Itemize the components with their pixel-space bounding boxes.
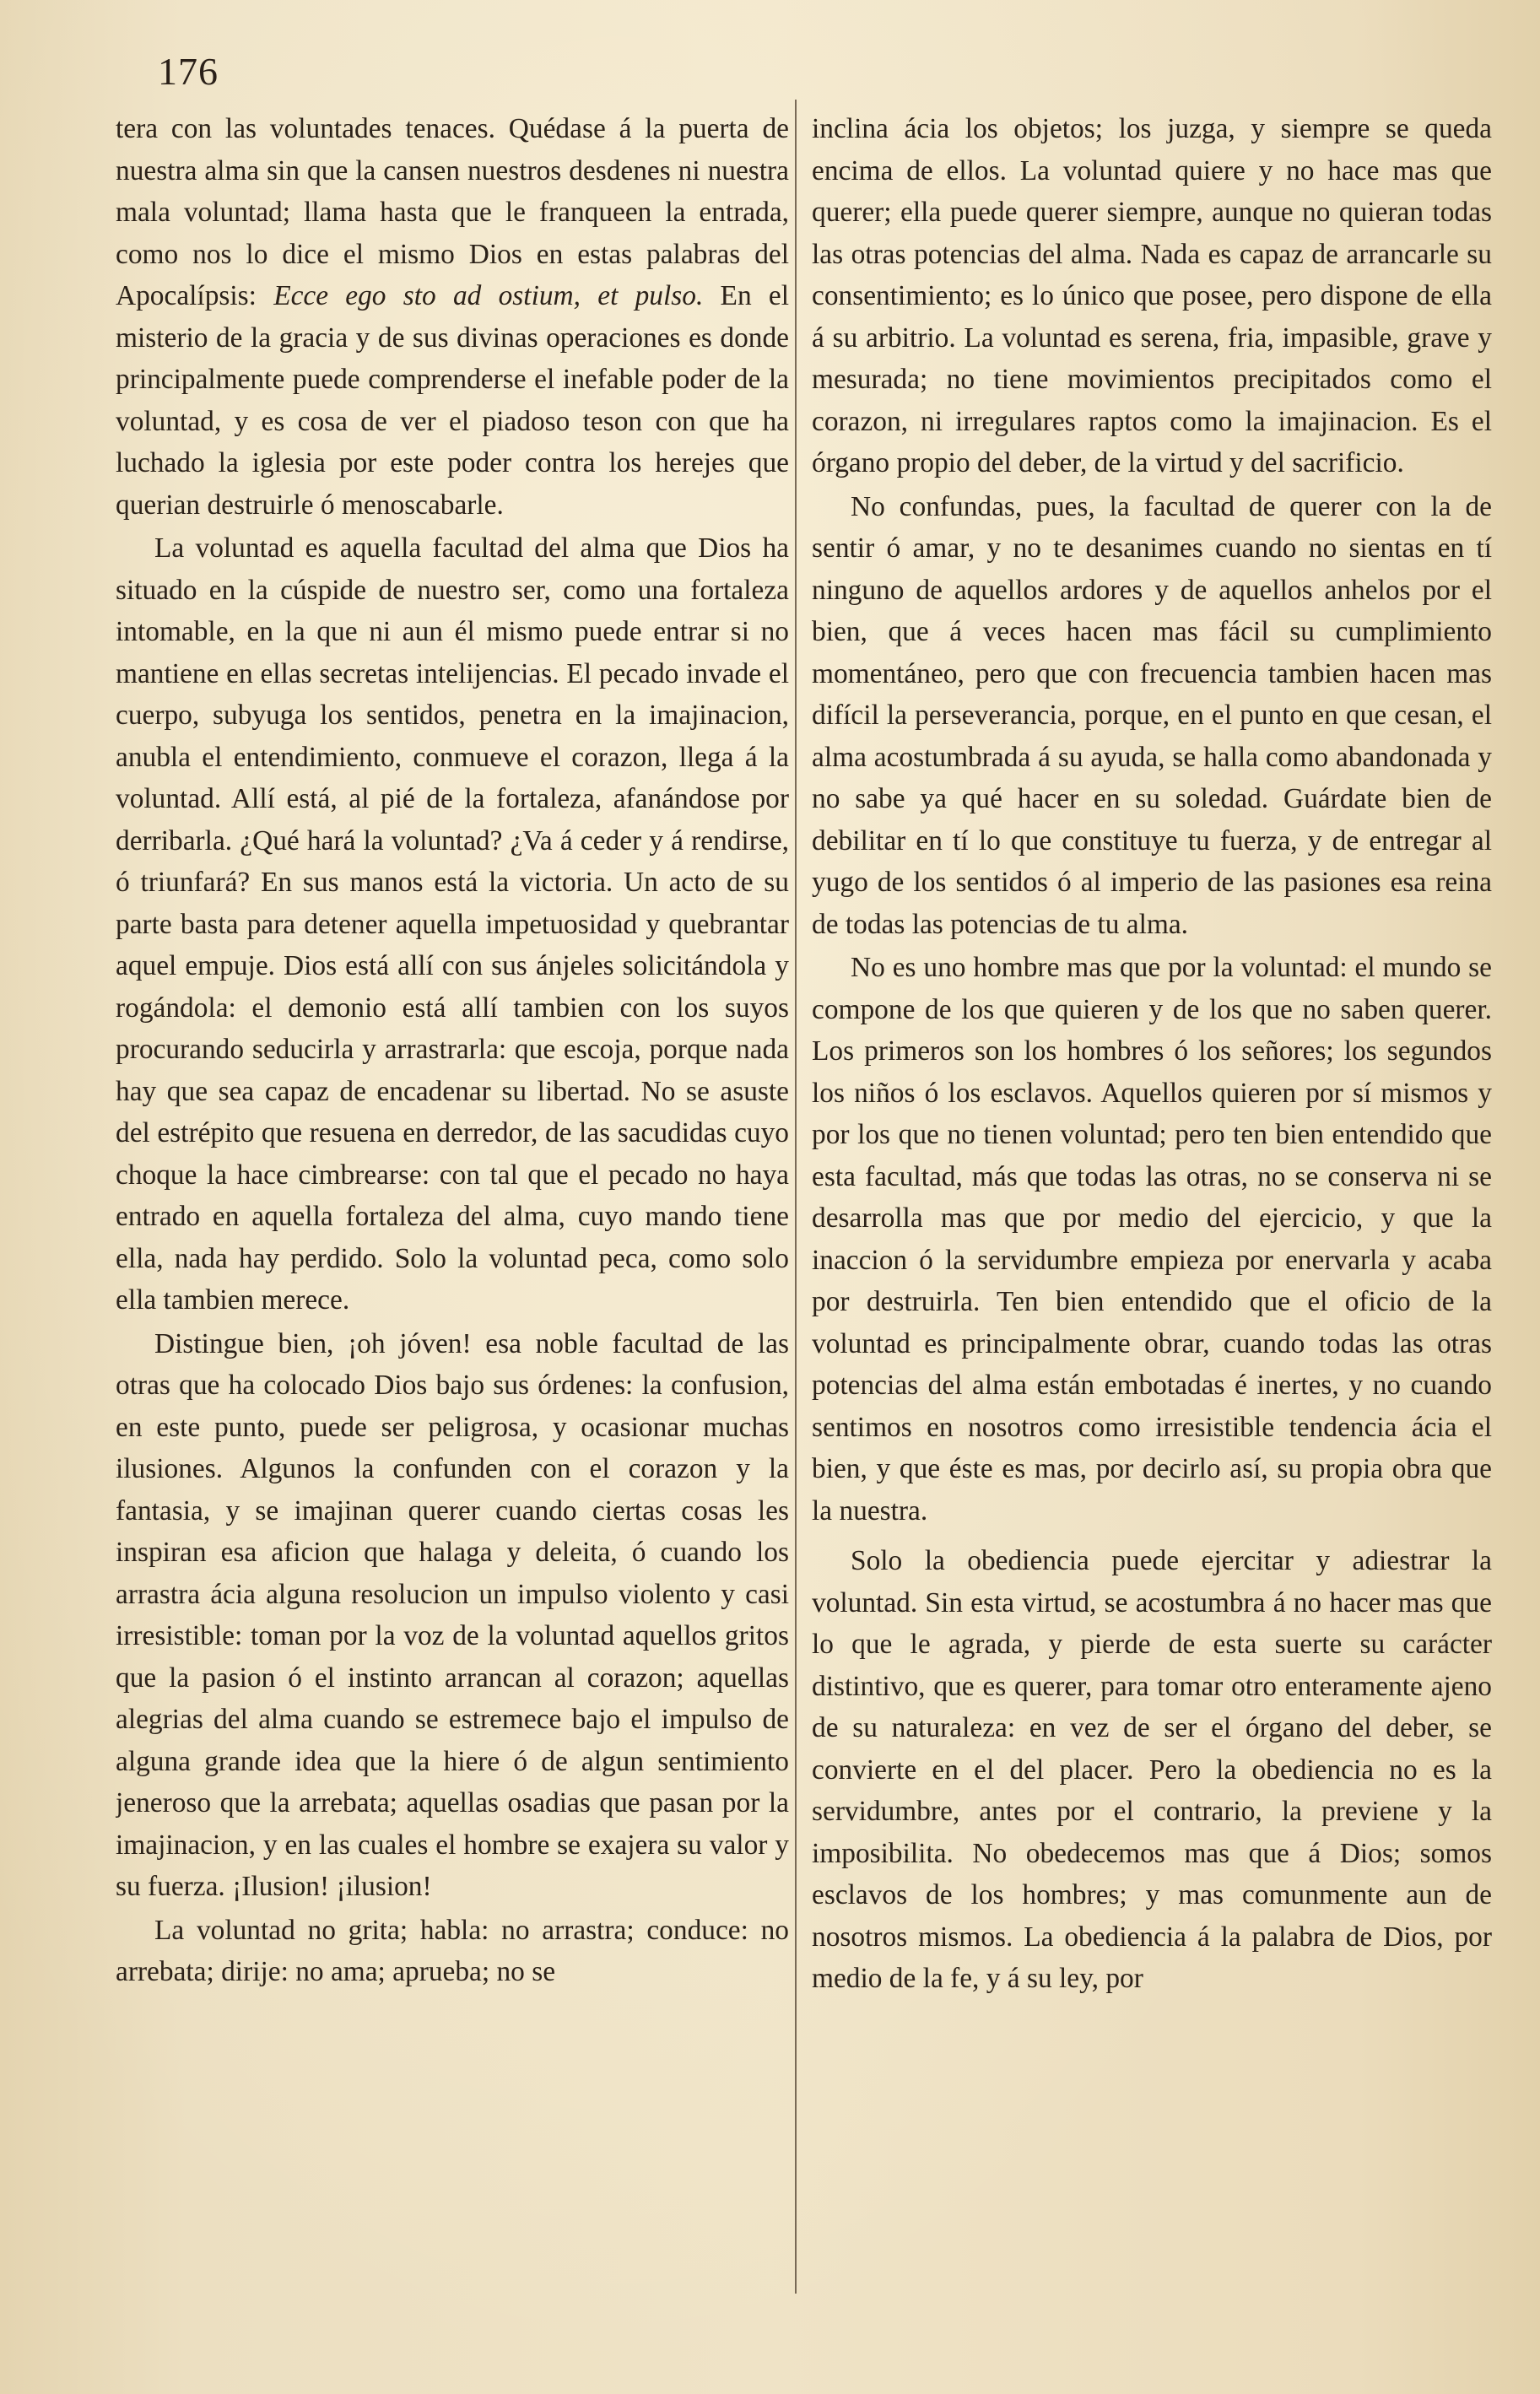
left-paragraph-3: Distingue bien, ¡oh jóven! esa noble facultad de las otras que ha colocado Dios bajo sus órdenes: la confusion, en este punto, puede ser peligrosa, y ocasionar muchas ilusiones. Algunos la confunden con el corazon y la fantasia, y se imajinan querer cuando ciertas cosas les inspiran esa aficion que halaga y deleita, ó cuando los arrastra ácia alguna resolucion un impulso violento y casi irresistible: toman por la voz de la voluntad aquellos gritos que la pasion ó el instinto arrancan al corazon; aquellas alegrias del alma cuando se estremece bajo el impulso de alguna grande idea que la hiere ó de algun sentimiento jeneroso que la arrebata; aquellas osadias que pasan por la imajinacion, y en las cuales el hombre se exajera su valor y su fuerza. ¡Ilusion! ¡ilusion! (116, 1327, 789, 1902)
right-paragraph-3: No es uno hombre mas que por la voluntad: el mundo se compone de los que quieren y de los que no saben querer. Los primeros son los hombres ó los señores; los segundos los niños ó los esclavos. Aquellos quieren por sí mismos y por los que no tienen voluntad; pero ten bien entendido que esta facultad, más que todas las otras, no se conserva ni se desarrolla mas que por medio del ejercicio, y que la inaccion ó la servidumbre empieza por enervarla y acaba por destruirla. Ten bien entendido que el oficio de la voluntad es principalmente obrar, cuando todas las otras potencias del alma están embotadas é inertes, y no cuando sentimos en nosotros como irresistible tendencia ácia el bien, y que éste es mas, por decirlo así, su propia obra que la nuestra. (812, 952, 1492, 1527)
right-column (812, 108, 1492, 2310)
latin-quote: Ecce ego sto ad ostium, et pulso. (273, 280, 704, 311)
page-number: 176 (158, 50, 219, 93)
left-paragraph-1-text-b: En el misterio de la gracia y de sus divinas operaciones es donde principalmente puede comprenderse el inefable poder de la voluntad, y es cosa de ver el piadoso teson con que ha luchado la iglesia por este poder contra los herejes que querian destruirle ó menoscabarle. (116, 280, 789, 521)
left-paragraph-4: La voluntad no grita; habla: no arrastra; conduce: no arrebata; dirije: no ama; aprueba; no se (116, 1914, 789, 1987)
right-paragraph-1: inclina ácia los objetos; los juzga, y siempre se queda encima de ellos. La voluntad quiere y no hace mas que querer; ella puede querer siempre, aunque no quieran todas las otras potencias del alma. Nada es capaz de arrancarle su consentimiento; es lo único que posee, pero dispone de ella á su arbitrio. La voluntad es serena, fria, impasible, grave y mesurada; no tiene movimientos precipitados como el corazon, ni irregulares raptos como la imajinacion. Es el órgano propio del deber, de la virtud y del sacrificio. (812, 113, 1492, 478)
left-paragraph-1 (116, 108, 789, 526)
right-paragraph-4: Solo la obediencia puede ejercitar y adiestrar la voluntad. Sin esta virtud, se acostumbra á no hacer mas que lo que le agrada, y pierde de esta suerte su carácter distintivo, que es querer, para tomar otro enteramente ajeno de su naturaleza: en vez de ser el órgano del deber, se convierte en el del placer. Pero la obediencia no es la servidumbre, antes por el contrario, la previene y la imposibilita. No obedecemos mas que á Dios; somos esclavos de los hombres; y mas comunmente aun de nosotros mismos. La obediencia á la palabra de Dios, por medio de la fe, y á su ley, por (812, 1545, 1492, 1994)
column-divider (795, 100, 797, 2294)
left-paragraph-2: La voluntad es aquella facultad del alma que Dios ha situado en la cúspide de nuestro ser, como una fortaleza intomable, en la que ni aun él mismo puede entrar si no mantiene en ellas secretas intelijencias. El pecado invade el cuerpo, subyuga los sentidos, penetra en la imajinacion, anubla el entendimiento, conmueve el corazon, llega á la voluntad. Allí está, al pié de la fortaleza, afanándose por derribarla. ¿Qué hará la voluntad? ¿Va á ceder y á rendirse, ó triunfará? En sus manos está la victoria. Un acto de su parte basta para detener aquella impetuosidad y quebrantar aquel empuje. Dios está allí con sus ánjeles solicitándola y rogándola: el demonio está allí tambien con los suyos procurando seducirla y arrastrarla: que escoja, porque nada hay que sea capaz de encadenar su libertad. No se asuste del estrépito que resuena en derredor, de las sacudidas cuyo choque la hace cimbrearse: con tal que el pecado no haya entrado en aquella fortaleza del alma, cuyo mando tiene ella, nada hay perdido. Solo la voluntad peca, como solo ella tambien merece. (116, 532, 789, 1316)
left-column (116, 108, 789, 2310)
right-paragraph-2: No confundas, pues, la facultad de querer con la de sentir ó amar, y no te desanimes cuando no sientas en tí ninguno de aquellos ardores y de aquellos anhelos por el bien, que á veces hacen mas fácil su cumplimiento momentáneo, pero que con frecuencia tambien hacen mas difícil la perseverancia, porque, en el punto en que cesan, el alma acostumbrada á su ayuda, se halla como abandonada y no sabe ya qué hacer en su soledad. Guárdate bien de debilitar en tí lo que constituye tu fuerza, y de entregar al yugo de los sentidos ó al imperio de las pasiones esa reina de todas las potencias de tu alma. (812, 490, 1492, 940)
left-paragraph-1-text-a: tera con las voluntades tenaces. Quédase á la puerta de nuestra alma sin que la cansen nuestros desdenes ni nuestra mala voluntad; llama hasta que le franqueen la entrada, como nos lo dice el mismo Dios en estas palabras del Apocalípsis: (116, 113, 789, 311)
